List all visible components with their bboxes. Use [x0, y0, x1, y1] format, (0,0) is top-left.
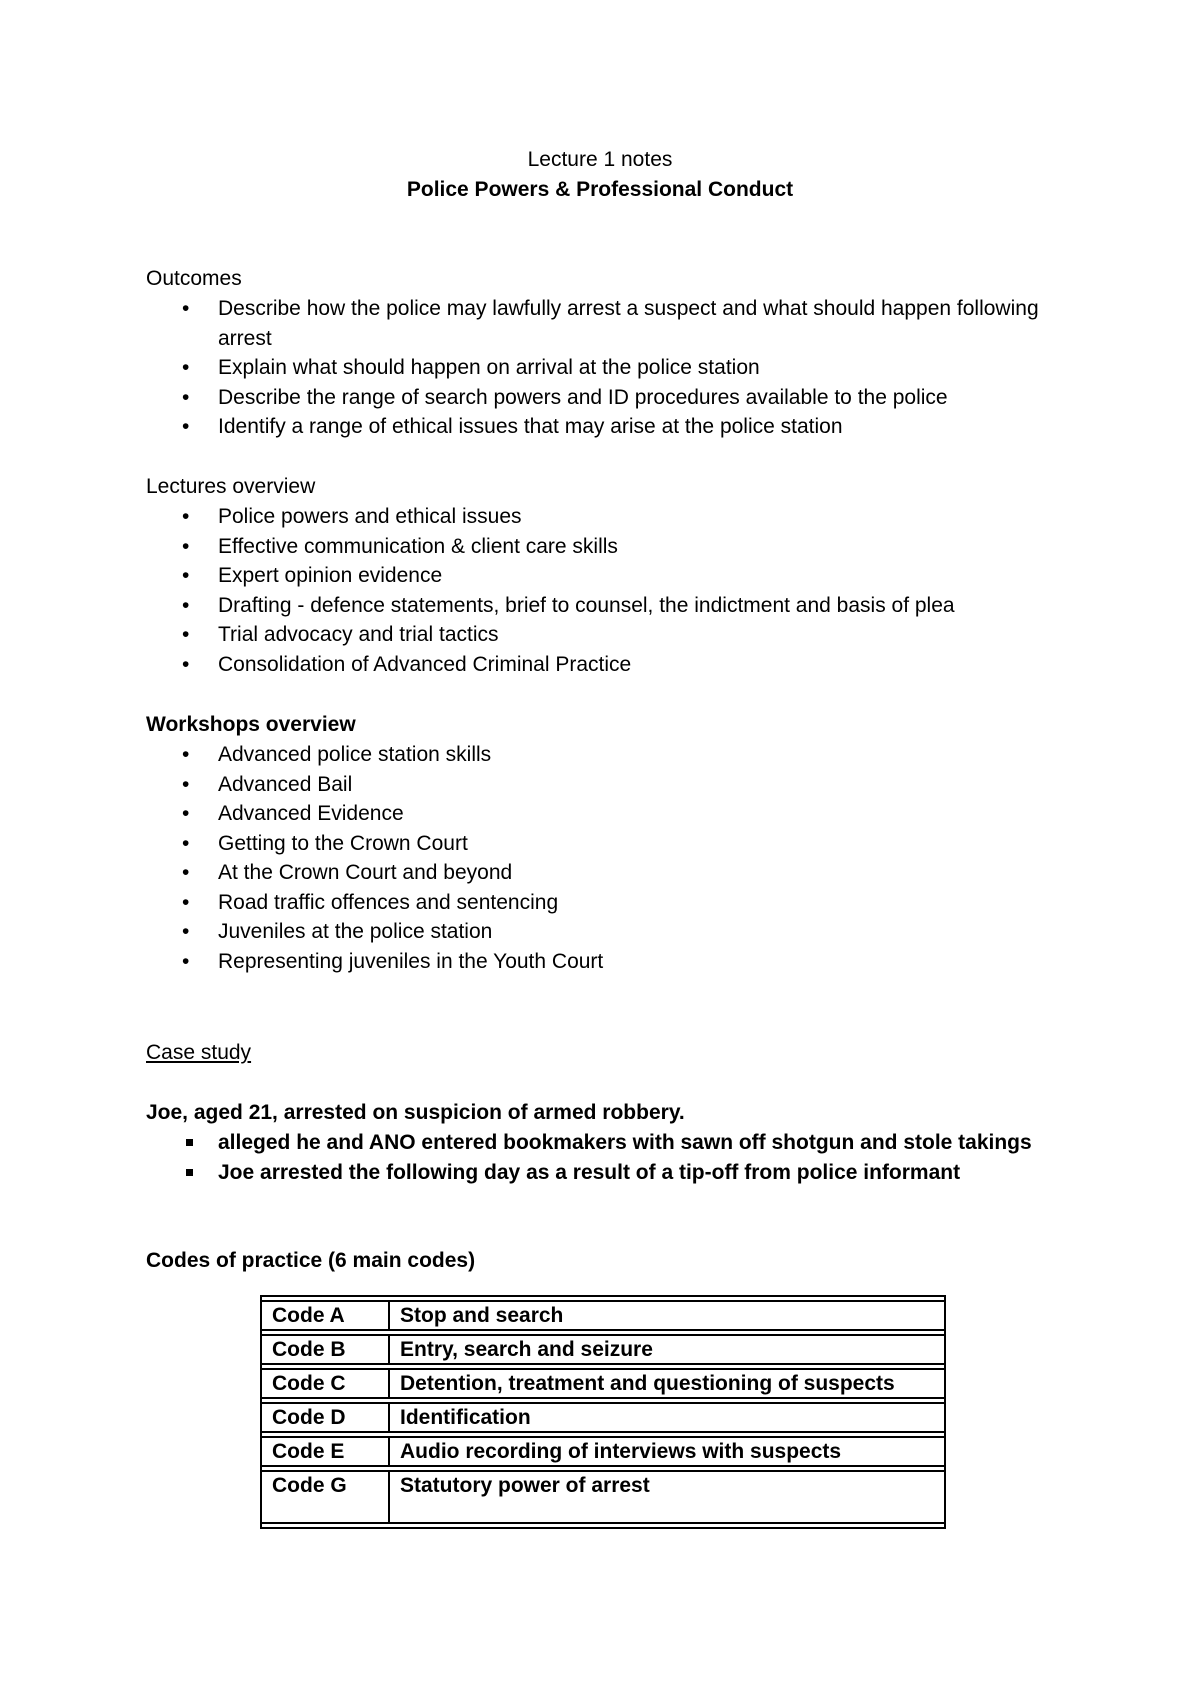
workshops-section: [146, 710, 1046, 976]
list-item: Joe arrested the following day as a result of a tip-off from police informant: [146, 1158, 1046, 1188]
bullet-icon: •: [182, 890, 190, 914]
table-row: Code E Audio recording of interviews with suspects: [262, 1436, 944, 1467]
codes-table: [260, 1295, 946, 1529]
list-item: • Explain what should happen on arrival at the police station: [146, 353, 1046, 383]
list-item: • Identify a range of ethical issues that may arise at the police station: [146, 412, 1046, 442]
list-item: • Police powers and ethical issues: [146, 502, 1046, 532]
case-study-list: [146, 1128, 1046, 1187]
workshops-list: [146, 740, 1046, 976]
case-study-heading: Case study: [146, 1041, 252, 1064]
list-item: • Advanced Evidence: [146, 799, 1046, 829]
bullet-icon: •: [182, 593, 190, 617]
bullet-icon: •: [182, 772, 190, 796]
list-item: • Expert opinion evidence: [146, 561, 1046, 591]
bullet-icon: •: [182, 356, 190, 379]
outcomes-heading: Outcomes: [146, 267, 242, 290]
bullet-icon: •: [182, 415, 190, 438]
list-item: • Advanced police station skills: [146, 740, 1046, 770]
lectures-section: [146, 472, 1046, 679]
bullet-icon: •: [182, 743, 190, 766]
bullet-icon: •: [182, 949, 190, 973]
codes-heading: Codes of practice (6 main codes): [146, 1249, 476, 1272]
list-item: • Representing juveniles in the Youth Court: [146, 947, 1046, 977]
list-item: • At the Crown Court and beyond: [146, 858, 1046, 888]
list-item: • Juveniles at the police station: [146, 917, 1046, 947]
lectures-heading: Lectures overview: [146, 475, 316, 498]
table-row: Code C Detention, treatment and questioning of suspects: [262, 1368, 944, 1399]
list-item: • Describe how the police may lawfully arrest a suspect and what should happen following arrest: [146, 294, 1046, 353]
bullet-icon: •: [182, 652, 190, 676]
list-item: • Consolidation of Advanced Criminal Practice: [146, 650, 1046, 680]
table-row: Code G Statutory power of arrest: [262, 1470, 944, 1524]
bullet-icon: •: [182, 534, 190, 558]
list-item: • Effective communication & client care skills: [146, 532, 1046, 562]
case-study-section: [146, 1038, 1046, 1187]
list-item: alleged he and ANO entered bookmakers with sawn off shotgun and stole takings: [146, 1128, 1046, 1158]
list-item: • Describe the range of search powers and ID procedures available to the police: [146, 383, 1046, 413]
case-study-lead: Joe, aged 21, arrested on suspicion of armed robbery.: [146, 1101, 685, 1124]
bullet-icon: •: [182, 505, 190, 528]
bullet-icon: •: [182, 861, 190, 884]
page-subtitle: Police Powers & Professional Conduct: [406, 178, 794, 201]
bullet-icon: •: [182, 623, 190, 646]
page-title: Lecture 1 notes: [527, 148, 673, 171]
list-item: • Getting to the Crown Court: [146, 829, 1046, 859]
bullet-icon: •: [182, 297, 190, 320]
list-item: • Trial advocacy and trial tactics: [146, 620, 1046, 650]
outcomes-list: [146, 294, 1046, 442]
bullet-icon: •: [182, 920, 190, 943]
outcomes-section: [146, 264, 1046, 442]
list-item: • Advanced Bail: [146, 770, 1046, 800]
lectures-list: [146, 502, 1046, 679]
table-row: Code A Stop and search: [262, 1300, 944, 1331]
bullet-icon: •: [182, 385, 190, 409]
square-bullet-icon: [186, 1169, 193, 1176]
table-row: Code D Identification: [262, 1402, 944, 1433]
square-bullet-icon: [186, 1139, 193, 1146]
bullet-icon: •: [182, 564, 190, 587]
list-item: • Drafting - defence statements, brief to counsel, the indictment and basis of plea: [146, 591, 1046, 621]
table-row: Code B Entry, search and seizure: [262, 1334, 944, 1365]
bullet-icon: •: [182, 802, 190, 825]
bullet-icon: •: [182, 831, 190, 855]
list-item: • Road traffic offences and sentencing: [146, 888, 1046, 918]
workshops-heading: Workshops overview: [146, 713, 356, 736]
